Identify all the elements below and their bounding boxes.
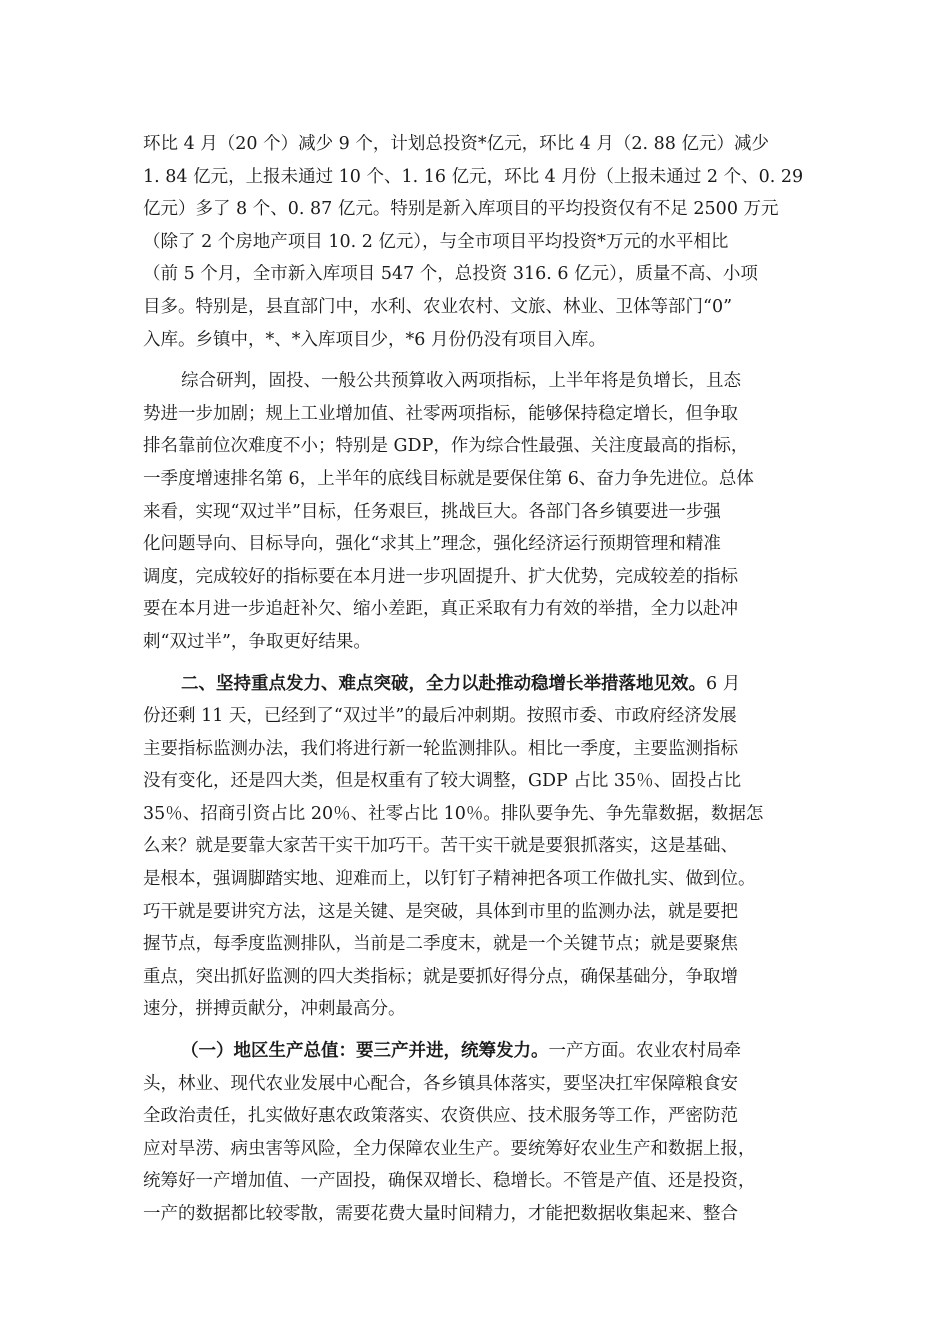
text-line: 巧干就是要讲究方法，这是关键、是突破，具体到市里的监测办法，就是要把 [143,901,738,922]
text-line: 是根本，强调脚踏实地、迎难而上，以钉钉子精神把各项工作做扎实、做到位。 [143,869,756,890]
text-line: （除了 2 个房地产项目 10. 2 亿元），与全市项目平均投资*万元的水平相比 [143,231,729,252]
section-heading: 二、坚持重点发力、难点突破，全力以赴推动稳增长举措落地见效。 [181,673,706,694]
paragraph-2 [143,365,821,658]
paragraph-1 [143,128,821,356]
paragraph-4 [143,1035,821,1231]
text-line: 头，林业、现代农业发展中心配合，各乡镇具体落实，要坚决扛牢保障粮食安 [143,1073,738,1094]
text-line [143,668,821,701]
text-line: 统筹好一产增加值、一产固投，确保双增长、稳增长。不管是产值、还是投资， [143,1171,756,1192]
text-line: 要在本月进一步追赶补欠、缩小差距，真正采取有力有效的举措，全力以赴冲 [143,599,738,620]
text-line: （前 5 个月，全市新入库项目 547 个，总投资 316. 6 亿元），质量不高、小项 [143,264,758,285]
text-line: 速分，拼搏贡献分，冲刺最高分。 [143,999,406,1020]
text-line: 一季度增速排名第 6，上半年的底线目标就是要保住第 6、奋力争先进位。总体 [143,468,754,489]
text-line: 目多。特别是，县直部门中，水利、农业农村、文旅、林业、卫体等部门“0” [143,296,733,317]
text-line: 排名靠前位次难度不小；特别是 GDP，作为综合性最强、关注度最高的指标， [143,436,749,457]
text-line: 应对旱涝、病虫害等风险，全力保障农业生产。要统筹好农业生产和数据上报， [143,1138,756,1159]
text-line: 势进一步加剧；规上工业增加值、社零两项指标，能够保持稳定增长，但争取 [143,403,738,424]
text-line: 来看，实现“双过半”目标，任务艰巨，挑战巨大。各部门各乡镇要进一步强 [143,501,721,522]
text-line: 1. 84 亿元，上报未通过 10 个、1. 16 亿元，环比 4 月份（上报未通过 2 个、0. 29 [143,166,804,187]
heading-trailing-text: 一产方面。农业农村局牵 [548,1041,741,1062]
text-line: 一产的数据都比较零散，需要花费大量时间精力，才能把数据收集起来、整合 [143,1204,738,1224]
text-line: 握节点，每季度监测排队，当前是二季度末，就是一个关键节点；就是要聚焦 [143,934,738,955]
heading-trailing-text: 6 月 [706,673,741,694]
text-line: 没有变化，还是四大类，但是权重有了较大调整，GDP 占比 35％、固投占比 [143,771,742,792]
document-page [143,128,821,1240]
text-line: 调度，完成较好的指标要在本月进一步巩固提升、扩大优势，完成较差的指标 [143,566,738,587]
text-line: 亿元）多了 8 个、0. 87 亿元。特别是新入库项目的平均投资仅有不足 2500 万元 [143,199,779,220]
text-line: 综合研判，固投、一般公共预算收入两项指标，上半年将是负增长，且态 [181,371,741,392]
text-line: 么来？就是要靠大家苦干实干加巧干。苦干实干就是要狠抓落实，这是基础、 [143,836,738,857]
text-line: 重点，突出抓好监测的四大类指标；就是要抓好得分点，确保基础分，争取增 [143,966,738,987]
text-line: 化问题导向、目标导向，强化“求其上”理念，强化经济运行预期管理和精准 [143,534,721,555]
text-line: 份还剩 11 天，已经到了“双过半”的最后冲刺期。按照市委、市政府经济发展 [143,706,737,727]
text-line: 35％、招商引资占比 20％、社零占比 10％。排队要争先、争先靠数据，数据怎 [143,803,764,824]
text-line: 主要指标监测办法，我们将进行新一轮监测排队。相比一季度，主要监测指标 [143,738,738,759]
text-line: 入库。乡镇中，*、*入库项目少，*6 月份仍没有项目入库。 [143,329,606,350]
paragraph-3 [143,668,821,1027]
subsection-heading: （一）地区生产总值：要三产并进，统筹发力。 [181,1041,549,1062]
text-line: 刺“双过半”，争取更好结果。 [143,631,371,652]
text-line [143,1035,821,1068]
text-line: 全政治责任，扎实做好惠农政策落实、农资供应、技术服务等工作，严密防范 [143,1106,738,1127]
text-line: 环比 4 月（20 个）减少 9 个，计划总投资*亿元，环比 4 月（2. 88 亿元）减少 [143,134,769,154]
